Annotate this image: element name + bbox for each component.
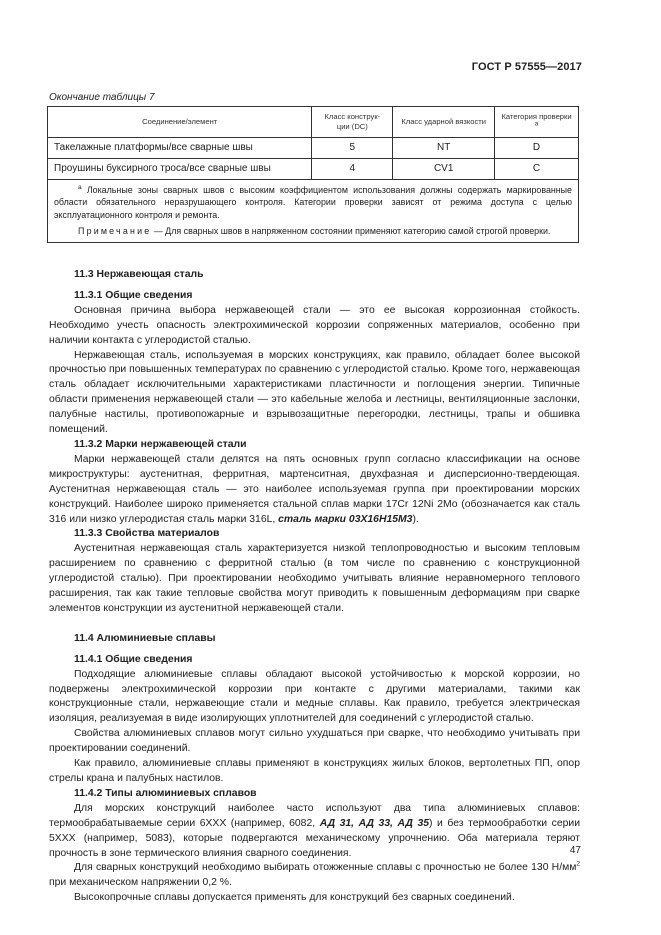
table-cell: CV1 [393, 159, 495, 180]
section-heading-11-4: 11.4 Алюминиевые сплавы [74, 632, 216, 644]
paragraph: Высокопрочные сплавы допускается применять для конструкций без сварных соединений. [74, 892, 515, 904]
page-number: 47 [569, 845, 581, 856]
document-code: ГОСТ Р 57555—2017 [471, 61, 582, 73]
paragraph: Подходящие алюминиевые сплавы обладают высокой устойчивостью к морской коррозии, но подвержены электрохимической коррозии при контакте с другими материалами, такими как конструкционные стали, нержавеющие стали и медные сплавы. Как правило, требуется электрическая изоляция, реализуемая в виде изолирующих уплотнителей для соединений с углеродистой сталью. [49, 668, 580, 725]
column-header: Класс конструк-ции (DC) [312, 107, 393, 138]
paragraph: Как правило, алюминиевые сплавы применяют в конструкциях жилых блоков, вертолетных ПП, опор стрелы крана и палубных настилов. [49, 758, 580, 784]
paragraph: Аустенитная нержавеющая сталь характеризуется низкой теплопроводностью и высоким тепловым расширением по сравнению с ферритной сталью (в том числе по сравнению с конструкционной углеродистой сталью). При проектировании необходимо учитывать влияние неравномерного теплового расширения, так как такие тепловые свойства могут приводить к повышенным деформациям при сварке элементов конструкции из аустенитной нержавеющей стали. [49, 543, 580, 614]
subsection-heading-11-3-1: 11.3.1 Общие сведения [74, 289, 193, 301]
table-footnote-row [48, 180, 579, 243]
subsection-heading-11-4-2: 11.4.2 Типы алюминиевых сплавов [74, 787, 257, 799]
paragraph: Свойства алюминиевых сплавов могут сильно ухудшаться при сварке, что необходимо учитывать при проектировании соединений. [49, 728, 580, 755]
table-cell: 4 [312, 159, 393, 180]
table-header-row [48, 107, 579, 138]
section-heading-11-3: 11.3 Нержавеющая сталь [74, 269, 204, 280]
subsection-heading-11-3-2: 11.3.2 Марки нержавеющей стали [74, 438, 247, 450]
paragraph: Основная причина выбора нержавеющей стали — это ее высокая коррозионная стойкость. Необходимо учесть опасность электрохимической коррозии сопряженных материалов, особенно при наличии контакта с углеродистой сталью. [49, 304, 580, 346]
body-text [49, 268, 580, 906]
table-note: Примечание — Для сварных швов в напряженном состоянии применяют категорию самой строгой проверки. [78, 225, 551, 236]
subsection-heading-11-3-3: 11.3.3 Свойства материалов [74, 528, 220, 540]
table-cell: Такелажные платформы/все сварные швы [48, 138, 312, 159]
footnote-marker: а [534, 120, 539, 128]
column-header: Соединение/элемент [48, 107, 312, 138]
table-row [48, 138, 579, 159]
table-7 [47, 106, 579, 243]
note-label: Примечание [78, 225, 152, 236]
table-row [48, 159, 579, 180]
table-cell: Проушины буксирного троса/все сварные швы [48, 159, 312, 180]
table-cell: C [495, 159, 579, 180]
paragraph: Марки нержавеющей стали делятся на пять основных групп согласно классификации на основе микроструктуры: аустенитная, ферритная, мартенситная, двухфазная и дисперсионно-твердеющая. Аустенитная нержавеющая сталь — это наиболее используемая группа при проектировании морских конструкций. Наиболее широко применяется стальной сплав марки 17Cr 12Ni 2Mo (обозначается как сталь 316 или низко углеродистая сталь марки 316L, сталь марки 03Х16Н15М3). [49, 453, 580, 525]
table-cell: NT [393, 138, 495, 159]
table-footnote-cell [48, 180, 579, 243]
table-footnote: $^а$ Локальные зоны сварных швов с высоким коэффициентом использования должны содержать маркированные области обязательного неразрушающего контроля. Категории проверки зависят от режима доступа с целью эксплуатационного контроля и ремонта. [54, 184, 572, 220]
paragraph: Для сварных конструкций необходимо выбирать отожженные сплавы с прочностью не более 130 $Н/мм^2$ при механическом напряжении 0,2 %. [49, 860, 580, 889]
column-header: Категория проверки $^а$ [495, 107, 579, 138]
column-header: Класс ударной вязкости [393, 107, 495, 138]
subsection-heading-11-4-1: 11.4.1 Общие сведения [74, 653, 193, 665]
table-caption: Окончание таблицы 7 [49, 92, 155, 103]
paragraph: Для морских конструкций наиболее часто используют два типа алюминиевых сплавов: термообрабатываемые серии 6XXX (например, 6082, АД 31, АД 33, АД 35) и без термообработки серии 5XXX (например, 5083), которые подвергаются механическому упрочнению. Оба материала теряют прочность в зоне термического влияния сварного соединения. [49, 802, 580, 859]
table-cell: D [495, 138, 579, 159]
paragraph: Нержавеющая сталь, используемая в морских конструкциях, как правило, обладает более высокой прочностью при повышенных температурах по сравнению с углеродистой сталью. Кроме того, нержавеющая сталь обладает исключительными характеристиками пластичности и поглощения энергии. Типичные области применения нержавеющей стали — это кабельные желоба и лестницы, вентиляционные заслонки, палубные настилы, противопожарные и взрывозащитные перегородки, лестницы, трапы и обшивка помещений. [49, 349, 580, 436]
table-cell: 5 [312, 138, 393, 159]
